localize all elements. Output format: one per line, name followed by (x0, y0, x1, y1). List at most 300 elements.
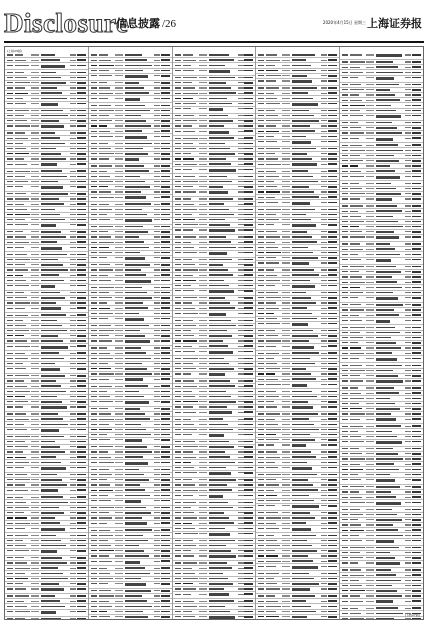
table-cell (282, 60, 290, 61)
table-cell (366, 509, 374, 510)
table-cell (350, 54, 362, 55)
table-cell (7, 618, 13, 619)
table-cell (328, 540, 337, 542)
table-cell (183, 340, 197, 341)
table-cell (161, 59, 170, 61)
table-cell (125, 92, 149, 94)
table-cell (412, 436, 421, 438)
table-cell (99, 181, 113, 182)
table-cell (366, 127, 374, 128)
table-cell (209, 274, 233, 276)
table-cell (77, 600, 86, 602)
table-cell (115, 446, 123, 447)
table-cell (125, 507, 146, 509)
table-cell (31, 502, 39, 503)
table-cell (183, 386, 197, 387)
table-cell (342, 236, 348, 237)
table-cell (412, 502, 421, 504)
table-cell (244, 163, 253, 165)
table-cell (125, 136, 147, 139)
table-cell (41, 600, 60, 602)
table-cell (161, 595, 170, 597)
table-cell (7, 98, 13, 99)
table-cell (292, 573, 309, 575)
table-cell (282, 413, 290, 414)
table-cell (70, 204, 76, 205)
table-cell (125, 583, 146, 586)
table-cell (209, 169, 236, 172)
table-cell (328, 535, 337, 537)
table-cell (209, 285, 229, 287)
table-cell (266, 396, 279, 397)
table-cell (175, 562, 181, 563)
table-cell (7, 517, 13, 518)
table-cell (70, 517, 76, 518)
table-cell (70, 176, 76, 177)
table-cell (7, 224, 13, 225)
table-cell (31, 115, 39, 116)
table-cell (175, 396, 181, 397)
table-cell (31, 110, 39, 111)
table-cell (405, 393, 411, 394)
table-cell (175, 479, 181, 480)
table-cell (412, 590, 421, 592)
table-cell (366, 188, 374, 189)
table-cell (342, 259, 348, 260)
table-cell (328, 550, 337, 552)
table-cell (183, 545, 196, 546)
table-cell (183, 77, 197, 78)
table-cell (175, 313, 181, 314)
table-cell (77, 176, 86, 178)
table-cell (292, 236, 312, 238)
table-cell (7, 204, 13, 205)
table-cell (328, 401, 337, 403)
table-cell (405, 110, 411, 111)
table-cell (244, 567, 253, 569)
table-cell (154, 219, 160, 220)
table-cell (376, 105, 391, 107)
table-cell (41, 368, 60, 371)
table-cell (125, 484, 140, 486)
table-cell (266, 224, 274, 225)
table-cell (175, 512, 181, 513)
table-cell (175, 77, 181, 78)
table-cell (376, 474, 390, 476)
table-cell (342, 342, 348, 343)
table-cell (244, 313, 253, 315)
table-cell (376, 314, 399, 316)
table-cell (41, 567, 58, 569)
table-cell (41, 259, 58, 261)
table-cell (292, 262, 309, 265)
table-cell (91, 545, 97, 546)
table-row (340, 440, 423, 447)
table-cell (115, 247, 123, 248)
table-cell (266, 368, 280, 369)
table-cell (244, 92, 253, 94)
table-cell (258, 413, 264, 414)
table-cell (99, 490, 113, 491)
table-cell (266, 583, 277, 584)
table-cell (77, 236, 86, 238)
table-cell (258, 566, 264, 567)
table-cell (199, 562, 207, 563)
table-cell (15, 396, 25, 397)
table-cell (125, 408, 140, 410)
table-cell (99, 353, 110, 354)
table-cell (154, 517, 160, 518)
table-cell (41, 176, 67, 178)
table-cell (161, 462, 170, 464)
table-row (173, 532, 256, 539)
table-cell (199, 115, 207, 116)
table-cell (258, 313, 264, 314)
table-cell (91, 186, 97, 187)
table-cell (70, 254, 76, 255)
table-cell (328, 65, 337, 67)
table-cell (115, 191, 123, 192)
table-cell (91, 353, 97, 354)
table-cell (282, 340, 290, 341)
table-cell (175, 164, 181, 165)
table-row (5, 488, 88, 495)
table-cell (405, 575, 411, 576)
table-cell (91, 578, 97, 579)
table-cell (99, 555, 109, 556)
table-cell (258, 93, 264, 94)
table-cell (99, 186, 108, 187)
table-cell (209, 396, 231, 398)
table-cell (350, 547, 365, 548)
table-cell (70, 54, 76, 55)
table-cell (99, 204, 109, 205)
table-cell (199, 446, 207, 447)
table-cell (125, 439, 142, 442)
table-cell (199, 98, 207, 99)
table-cell (77, 436, 86, 438)
table-cell (70, 247, 76, 248)
table-cell (366, 491, 374, 492)
table-cell (183, 396, 195, 397)
table-cell (244, 65, 253, 67)
table-cell (342, 502, 348, 503)
table-cell (183, 70, 194, 71)
table-cell (342, 138, 348, 139)
table-cell (115, 75, 123, 76)
table-cell (412, 469, 421, 471)
table-cell (77, 292, 86, 294)
table-cell (183, 406, 193, 407)
table-cell (15, 535, 28, 536)
table-cell (175, 148, 181, 149)
table-cell (183, 191, 196, 192)
table-cell (70, 275, 76, 276)
table-cell (91, 457, 97, 458)
table-cell (258, 616, 264, 617)
table-cell (258, 115, 264, 116)
table-cell (342, 347, 348, 348)
table-cell (15, 451, 23, 452)
table-cell (282, 224, 290, 225)
table-cell (342, 375, 348, 376)
table-cell (238, 616, 244, 617)
table-cell (292, 130, 315, 132)
table-cell (366, 105, 374, 106)
table-cell (405, 226, 411, 227)
table-cell (91, 280, 97, 281)
table-cell (238, 82, 244, 83)
table-cell (376, 155, 394, 157)
table-cell (350, 61, 365, 62)
table-cell (125, 489, 145, 491)
table-cell (342, 266, 348, 267)
table-cell (376, 221, 398, 223)
table-cell (238, 148, 244, 149)
table-cell (405, 413, 411, 414)
table-cell (244, 434, 253, 436)
table-cell (282, 98, 290, 99)
table-cell (292, 209, 315, 211)
table-cell (154, 434, 160, 435)
table-cell (376, 347, 401, 349)
table-cell (244, 396, 253, 398)
table-cell (282, 302, 290, 303)
table-cell (115, 396, 123, 397)
table-cell (31, 573, 39, 574)
table-cell (15, 457, 26, 458)
table-cell (350, 419, 360, 420)
table-cell (91, 446, 97, 447)
table-cell (266, 269, 274, 270)
table-cell (183, 297, 197, 298)
table-cell (175, 419, 181, 420)
table-cell (161, 98, 170, 100)
table-cell (183, 125, 192, 126)
table-cell (91, 495, 97, 496)
table-cell (342, 84, 348, 85)
table-cell (199, 108, 207, 109)
table-cell (258, 214, 264, 215)
table-cell (350, 347, 361, 348)
table-row (340, 296, 423, 303)
table-cell (31, 209, 39, 210)
table-cell (244, 583, 253, 585)
table-cell (7, 171, 13, 172)
table-cell (350, 165, 358, 166)
table-cell (70, 618, 76, 619)
table-cell (292, 186, 309, 188)
table-cell (244, 358, 253, 360)
table-cell (258, 302, 264, 303)
table-cell (244, 203, 253, 205)
table-cell (70, 441, 76, 442)
table-rows (89, 53, 172, 619)
table-cell (70, 588, 76, 589)
table-cell (342, 575, 348, 576)
table-cell (41, 413, 58, 415)
table-cell (282, 136, 290, 137)
table-cell (7, 441, 13, 442)
table-cell (376, 266, 396, 268)
table-cell (183, 368, 196, 369)
table-cell (376, 231, 394, 233)
table-cell (175, 391, 181, 392)
table-cell (209, 472, 231, 475)
table-cell (99, 391, 107, 392)
table-cell (209, 269, 228, 271)
table-cell (342, 155, 348, 156)
table-cell (31, 490, 39, 491)
table-cell (99, 176, 110, 177)
table-cell (99, 98, 108, 99)
table-cell (91, 165, 97, 166)
table-cell (70, 429, 76, 430)
table-cell (258, 550, 264, 551)
table-cell (77, 158, 86, 160)
table-cell (70, 601, 76, 602)
table-cell (328, 163, 337, 165)
table-cell (244, 429, 253, 431)
table-cell (321, 545, 327, 546)
table-cell (91, 358, 97, 359)
table-cell (41, 462, 61, 464)
table-cell (7, 484, 13, 485)
table-cell (258, 363, 264, 364)
table-cell (412, 287, 421, 289)
table-cell (282, 280, 290, 281)
table-cell (199, 391, 207, 392)
table-cell (376, 352, 392, 354)
table-cell (412, 479, 421, 481)
table-cell (292, 202, 310, 205)
table-cell (91, 105, 97, 106)
table-cell (161, 226, 170, 228)
table-cell (209, 125, 224, 127)
table-cell (41, 406, 67, 409)
table-cell (321, 214, 327, 215)
table-cell (321, 141, 327, 142)
table-cell (342, 569, 348, 570)
table-cell (7, 320, 13, 321)
table-cell (154, 131, 160, 132)
table-cell (154, 308, 160, 309)
table-cell (77, 280, 86, 282)
table-cell (238, 259, 244, 260)
table-cell (154, 158, 160, 159)
table-cell (209, 313, 226, 316)
table-cell (328, 606, 337, 608)
table-cell (77, 103, 86, 105)
table-cell (321, 93, 327, 94)
table-cell (161, 186, 170, 188)
table-cell (7, 285, 13, 286)
table-cell (70, 528, 76, 529)
table-cell (405, 287, 411, 288)
table-cell (321, 136, 327, 137)
table-cell (154, 297, 160, 298)
table-row (173, 69, 256, 76)
table-cell (7, 132, 13, 133)
table-cell (405, 84, 411, 85)
table-cell (183, 358, 198, 359)
table-row (340, 417, 423, 424)
table-cell (405, 337, 411, 338)
table-cell (99, 209, 112, 210)
table-row (89, 460, 172, 467)
table-rows (173, 53, 256, 619)
table-cell (91, 413, 97, 414)
table-cell (161, 616, 170, 618)
table-cell (209, 467, 226, 469)
table-cell (366, 115, 374, 116)
table-cell (175, 368, 181, 369)
table-cell (282, 131, 290, 132)
table-row (5, 162, 88, 169)
table-cell (244, 264, 253, 266)
table-cell (91, 424, 97, 425)
table-row (256, 564, 339, 571)
table-cell (405, 408, 411, 409)
table-cell (161, 264, 170, 266)
table-cell (70, 315, 76, 316)
table-cell (366, 205, 374, 206)
table-cell (238, 451, 244, 452)
table-cell (15, 346, 30, 347)
table-cell (70, 467, 76, 468)
table-cell (342, 491, 348, 492)
table-cell (209, 363, 229, 365)
table-cell (125, 54, 142, 56)
table-cell (125, 600, 147, 602)
table-cell (7, 115, 13, 116)
table-cell (183, 335, 194, 336)
table-cell (405, 77, 411, 78)
table-cell (115, 65, 123, 66)
table-cell (342, 557, 348, 558)
table-cell (209, 441, 229, 443)
table-cell (292, 600, 306, 602)
table-cell (350, 365, 362, 366)
table-cell (412, 110, 421, 112)
table-cell (238, 93, 244, 94)
table-cell (31, 98, 39, 99)
table-cell (321, 297, 327, 298)
table-row (340, 197, 423, 204)
table-cell (154, 280, 160, 281)
table-cell (412, 84, 421, 86)
table-cell (161, 578, 170, 580)
table-cell (99, 264, 110, 265)
table-column (340, 47, 423, 619)
table-cell (154, 540, 160, 541)
table-cell (282, 186, 290, 187)
table-cell (238, 229, 244, 230)
table-cell (258, 136, 264, 137)
table-cell (7, 606, 13, 607)
table-cell (258, 65, 264, 66)
table-row (340, 478, 423, 485)
table-cell (99, 60, 111, 61)
table-cell (350, 77, 358, 78)
table-cell (292, 406, 313, 409)
table-cell (99, 573, 110, 574)
table-cell (154, 247, 160, 248)
table-cell (99, 540, 108, 541)
table-cell (328, 181, 337, 183)
table-cell (282, 444, 290, 445)
table-cell (328, 280, 337, 282)
